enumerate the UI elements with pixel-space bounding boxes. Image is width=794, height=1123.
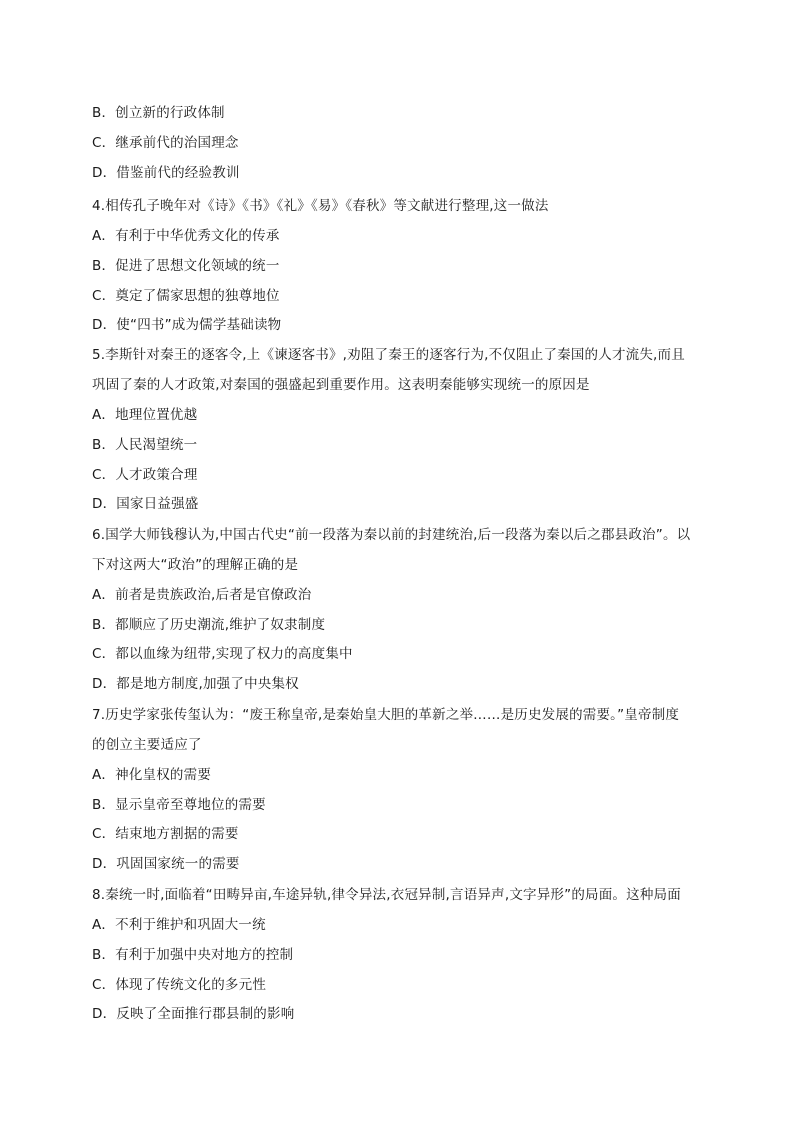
q8-option-b: B．有利于加强中央对地方的控制 xyxy=(92,947,294,963)
q4-option-d: D．使“四书”成为儒学基础读物 xyxy=(92,317,282,333)
q8-stem: 8.秦统一时,面临着“田畴异亩,车途异轨,律令异法,衣冠异制,言语异声,文字异形”的局面。这种局面 xyxy=(92,887,681,903)
q6-stem-line2: 下对这两大“政治”的理解正确的是 xyxy=(92,557,299,573)
q4-option-b: B．促进了思想文化领域的统一 xyxy=(92,258,280,274)
q6-option-b: B．都顺应了历史潮流,维护了奴隶制度 xyxy=(92,617,326,633)
q6-option-a: A．前者是贵族政治,后者是官僚政治 xyxy=(92,587,312,603)
q8-option-a: A．不利于维护和巩固大一统 xyxy=(92,917,266,933)
q6-stem-line1: 6.国学大师钱穆认为,中国古代史“前一段落为秦以前的封建统治,后一段落为秦以后之郡县政治”。以 xyxy=(92,527,691,543)
q3-option-b: B．创立新的行政体制 xyxy=(92,105,225,121)
q7-option-a: A．神化皇权的需要 xyxy=(92,767,212,783)
q8-option-d: D．反映了全面推行郡县制的影响 xyxy=(92,1006,295,1022)
q7-option-d: D．巩固国家统一的需要 xyxy=(92,856,240,872)
q4-stem: 4.相传孔子晚年对《诗》《书》《礼》《易》《春秋》等文献进行整理,这一做法 xyxy=(92,198,549,214)
q7-option-c: C．结束地方割据的需要 xyxy=(92,826,239,842)
q5-option-c: C．人才政策合理 xyxy=(92,467,198,483)
q4-option-c: C．奠定了儒家思想的独尊地位 xyxy=(92,288,280,304)
q5-option-a: A．地理位置优越 xyxy=(92,407,198,423)
q7-stem-line2: 的创立主要适应了 xyxy=(92,737,202,753)
q5-stem-line2: 巩固了秦的人才政策,对秦国的强盛起到重要作用。这表明秦能够实现统一的原因是 xyxy=(92,377,590,393)
q5-option-d: D．国家日益强盛 xyxy=(92,496,199,512)
q7-stem-line1: 7.历史学家张传玺认为：“废王称皇帝,是秦始皇大胆的革新之举……是历史发展的需要。”皇帝制度 xyxy=(92,707,680,723)
q4-option-a: A．有利于中华优秀文化的传承 xyxy=(92,228,280,244)
q6-option-d: D．都是地方制度,加强了中央集权 xyxy=(92,676,299,692)
q3-option-d: D．借鉴前代的经验教训 xyxy=(92,165,240,181)
q5-option-b: B．人民渴望统一 xyxy=(92,437,198,453)
q3-option-c: C．继承前代的治国理念 xyxy=(92,135,239,151)
q7-option-b: B．显示皇帝至尊地位的需要 xyxy=(92,797,266,813)
q8-option-c: C．体现了传统文化的多元性 xyxy=(92,977,267,993)
q5-stem-line1: 5.李斯针对秦王的逐客令,上《谏逐客书》,劝阻了秦王的逐客行为,不仅阻止了秦国的人才流失,而且 xyxy=(92,347,685,363)
q6-option-c: C．都以血缘为纽带,实现了权力的高度集中 xyxy=(92,646,353,662)
